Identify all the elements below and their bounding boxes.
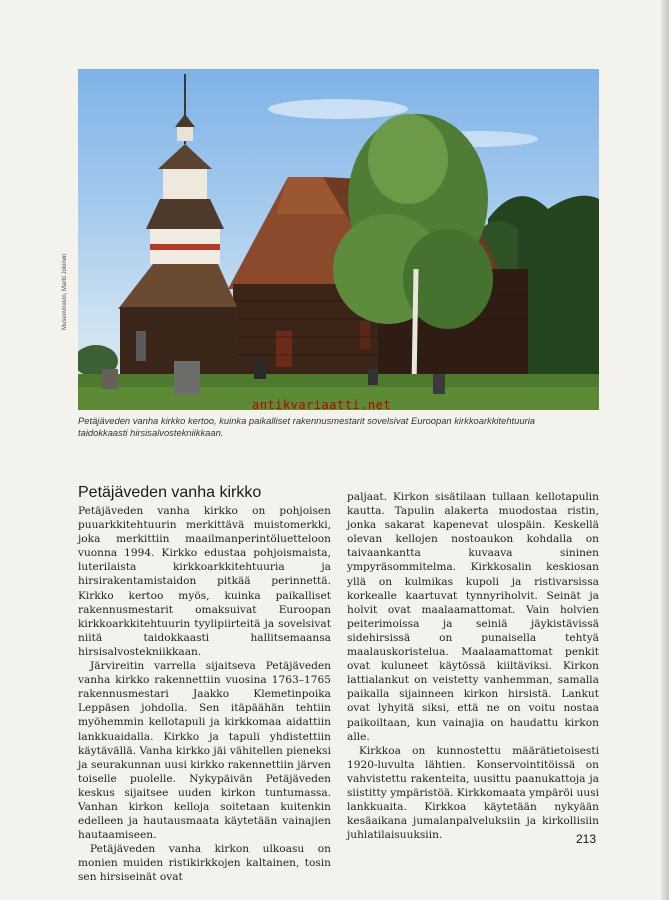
photo-caption: Petäjäveden vanha kirkko kertoo, kuinka paikalliset rakennusmestarit sovelsivat Euroopan kirkkoarkkitehtuuria taidokkaasti hirsisalvostekniikkaan. bbox=[78, 415, 536, 438]
paragraph: Kirkkoa on kunnostettu määrätietoisesti 1920-luvulta lähtien. Konservointitöissä on vahvistettu rakenteita, uusittu paanukattoja ja siistitty ympäristöä. Kirkkomaata ympäröi uusi lankkuaita. Kirkkoa käytetään nykyään kesäaikana jumalanpalveluksiin ja kirkollisiin juhlatilaisuuksiin. bbox=[347, 744, 599, 842]
church-photo bbox=[78, 69, 599, 410]
right-column bbox=[347, 490, 599, 842]
paragraph: Petäjäveden vanha kirkko on pohjoisen puuarkkitehtuurin merkittävä muistomerkki, joka merkittiin maailmanperintöluetteloon vuonna 1994. Kirkko edustaa pohjoismaista, luterilaista kirkkoarkkitehtuuria ja hirsirakentamistaidon pitkää perinnettä. Kirkko kertoo myös, kuinka paikalliset rakennusmestarit omaksuivat Euroopan kirkkoarkkitehtuurin tyylipiirteitä ja sovelsivat niitä taidokkaasti hallitsemaansa hirsisalvostekniikkaan. bbox=[78, 505, 331, 658]
page-edge bbox=[661, 0, 669, 900]
paragraph: Järvireitin varrella sijaitseva Petäjäveden vanha kirkko rakennettiin vuosina 1763–1765 rakennusmestari Jaakko Klemetinpoika Leppäsen johdolla. Sen itäpäähän tehtiin myöhemmin kellotapuli ja kirkkomaa aidattiin lankkuaidalla. Kirkko ja tapuli yhdistettiin käytävällä. Vanha kirkko jäi vähitellen pieneksi ja seurakunnan uusi kirkko rakennettiin järven toiselle puolelle. Nykypäivän Petäjäveden keskus sijaitsee uuden kirkon tuntumassa. Vanhan kirkon kelloja soitetaan kuitenkin edelleen ja hautausmaata käytetään vainajien hautaamiseen. bbox=[78, 660, 331, 842]
left-column bbox=[78, 504, 331, 885]
paragraph: paljaat. Kirkon sisätilaan tullaan kellotapulin kautta. Tapulin alakerta muodostaa ristin, jonka sakarat kapenevat ulospäin. Keskellä olevan kellojen nostoaukon kohdalla on taivaankantta kuvaava sininen ympyräsommitelma. Kirkkosalin keskiosan yllä on kulmikas kupoli ja ristivarsissa korkealle kaartuvat tynnyriholvit. Seinät ja holvit ovat maalaamattomat. Vain holvien peiterimoissa ja seiniä jäykistävissä sidehirsissä on punaisella tehtyä maalauskoristelua. Maalaamattomat penkit ovat kuluneet käytössä kiiltäviksi. Kirkon lattialankut on veistetty vanhemman, samalla paikalla sijainneen kirkon hirsistä. Lankut ovat lyhyitä siksi, että ne on voitu nostaa paikoiltaan, kun vainajia on haudattu kirkon alle. bbox=[347, 491, 599, 743]
watermark: antikvariaatti.net bbox=[252, 398, 392, 412]
paragraph: Petäjäveden vanha kirkon ulkoasu on monien muiden ristikirkkojen kaltainen, tosin sen hirsiseinät ovat bbox=[78, 843, 331, 884]
photo-credit: Museovirasto, Martti Jokinen bbox=[62, 253, 68, 330]
page-number: 213 bbox=[576, 832, 597, 846]
church-illustration bbox=[78, 69, 599, 410]
section-heading: Petäjäveden vanha kirkko bbox=[78, 484, 262, 501]
